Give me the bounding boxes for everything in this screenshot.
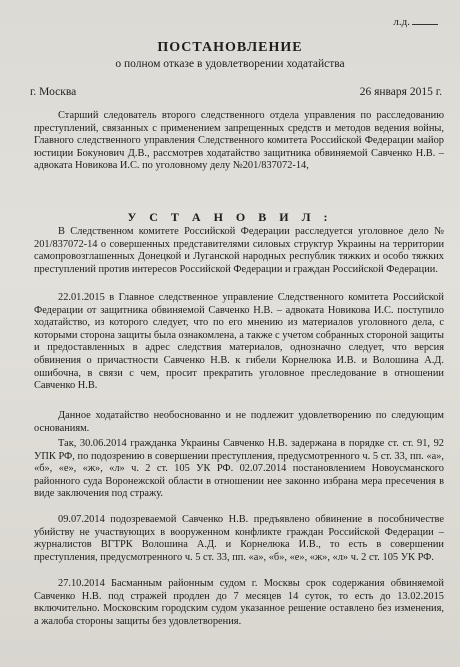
established-heading: У С Т А Н О В И Л : [127,210,333,224]
paragraph-4: Так, 30.06.2014 гражданка Украины Савченко Н.В. задержана в порядке ст. ст. 91, 92 УПК РФ, по подозрению в совершении преступления, предусмотренного ч. 5 ст. 33, пп. «а», «б», «е», «ж», «л» ч. 2 ст. 105 УК РФ. 02.07.2014 постановлением Новоусманского районного суда Воронежской области в отношении нее законно избрана мера пресечения в виде заключения под стражу. [34,438,444,500]
paragraph-6: 27.10.2014 Басманным районным судом г. Москвы срок содержания обвиняемой Савченко Н.В. под стражей продлен до 7 месяцев 14 суток, то есть до 13.02.2015 включительно. Московским городским судом указанное решение оставлено без изменения, а жалоба стороны защиты без удовлетворения. [34,578,444,627]
case-leaf-number: л.д. [393,16,438,28]
paragraph-1: В Следственном комитете Российской Федерации расследуется уголовное дело № 201/837072-14 о совершенных представителями силовых структур Украины на территории самопровозглашенных Донецкой и Луганской народных республик тяжких и особо тяжких преступлений против интересов Российской Федерации и граждан Российской Федерации. [34,226,444,275]
document-city: г. Москва [30,86,77,98]
paragraph-2: 22.01.2015 в Главное следственное управление Следственного комитета Российской Федерации от защитника обвиняемой Савченко Н.В. – адвоката Новикова И.С. поступило ходатайство, из которого следует, что по его мнению из материалов уголовного дела, с которыми сторона защиты была ознакомлена, а также с учетом собранных стороной защиты и предоставленных в адрес следствия материалов, однозначно следует, что версия обвинения о причастности Савченко Н.В. к гибели Корнелюка И.В. и Волошина А.Д. ошибочна, в связи с чем, просит прекратить уголовное преследование в отношении Савченко Н.В. [34,292,444,392]
document-subtitle: о полном отказе в удовлетворении ходатайства [115,58,345,70]
document-date: 26 января 2015 г. [359,86,442,98]
document-title: ПОСТАНОВЛЕНИЕ [157,40,303,55]
paragraph-3: Данное ходатайство необоснованно и не подлежит удовлетворению по следующим основаниям. [34,410,444,434]
intro-paragraph: Старший следователь второго следственного отдела управления по расследованию преступлений, связанных с применением запрещенных средств и методов ведения войны, Главного следственного управления Следственного комитета Российской Федерации майор юстиции Бокунович Д.В., рассмотрев ходатайство защитника обвиняемой Савченко Н.В. – адвоката Новикова И.С. по уголовному делу №201/837072-14, [34,110,444,172]
paragraph-5: 09.07.2014 подозреваемой Савченко Н.В. предъявлено обвинение в пособничестве убийству не участвующих в вооруженном конфликте граждан Российской Федерации – журналистов ВГТРК Волошина А.Д. и Корнелюка И.В., то есть в совершении преступления, предусмотренного ч. 5 ст. 33, пп. «а», «б», «е», «ж», «л» ч. 2 ст. 105 УК РФ. [34,514,444,563]
